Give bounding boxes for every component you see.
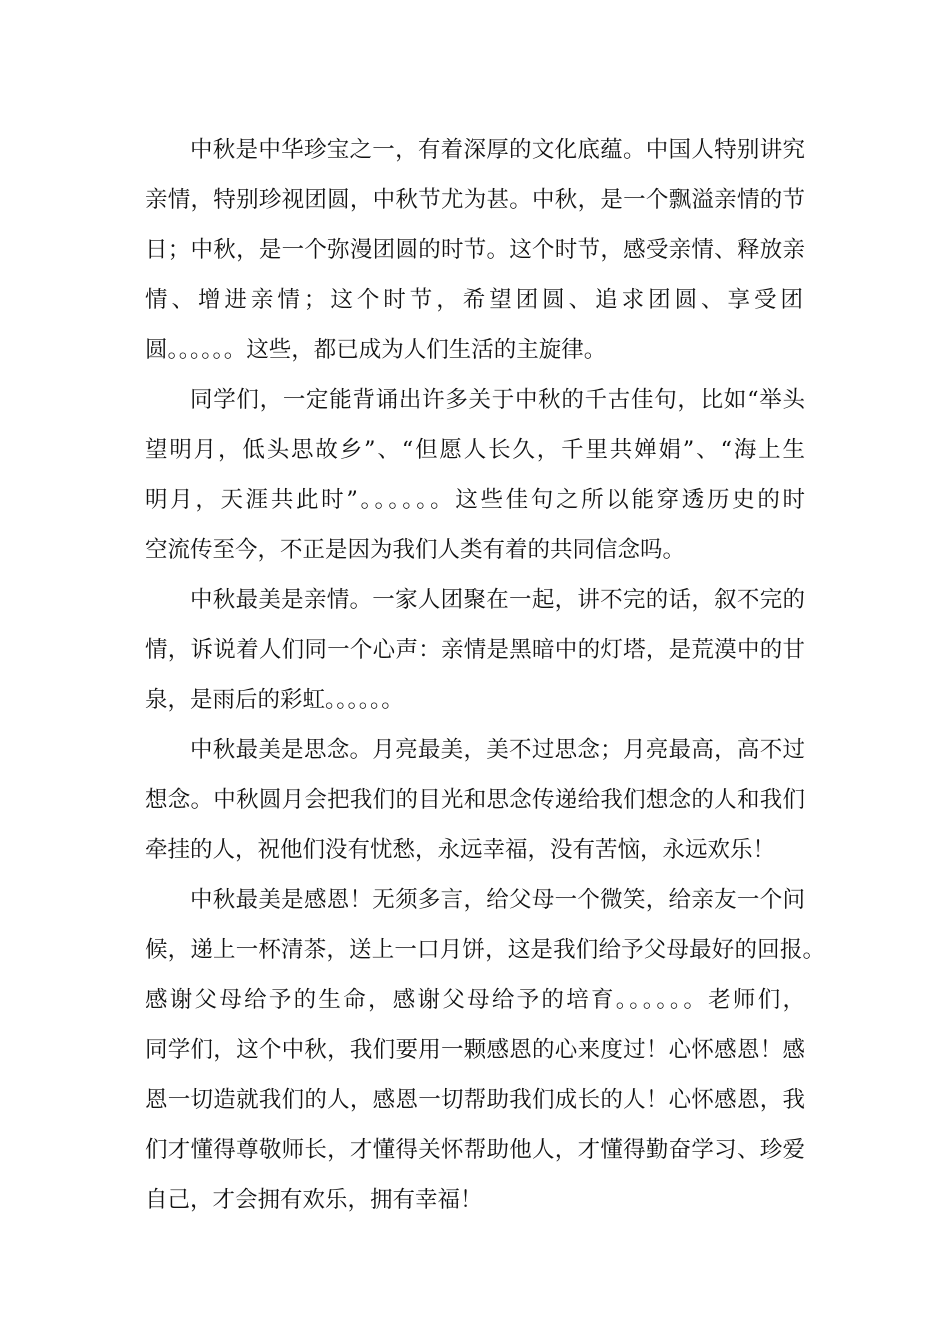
paragraph-5-line-5: 恩一切造就我们的人，感恩一切帮助我们成长的人！心怀感恩，我 bbox=[145, 1087, 805, 1113]
paragraph-1-line-1: 中秋是中华珍宝之一，有着深厚的文化底蕴。中国人特别讲究 bbox=[190, 137, 805, 163]
paragraph-1-line-5: 圆。。。。。。这些，都已成为人们生活的主旋律。 bbox=[145, 337, 607, 363]
paragraph-2-line-2: 望明月，低头思故乡”、“但愿人长久，千里共婵娟”、“海上生 bbox=[145, 437, 805, 463]
paragraph-3-line-1: 中秋最美是亲情。一家人团聚在一起，讲不完的话，叙不完的 bbox=[190, 587, 805, 613]
paragraph-4-line-2: 想念。中秋圆月会把我们的目光和思念传递给我们想念的人和我们 bbox=[145, 787, 805, 813]
paragraph-3-line-2: 情，诉说着人们同一个心声：亲情是黑暗中的灯塔，是荒漠中的甘 bbox=[145, 637, 805, 663]
paragraph-4-line-1: 中秋最美是思念。月亮最美，美不过思念；月亮最高，高不过 bbox=[190, 737, 805, 763]
paragraph-1-line-3: 日；中秋，是一个弥漫团圆的时节。这个时节，感受亲情、释放亲 bbox=[145, 237, 805, 263]
paragraph-2-line-1: 同学们，一定能背诵出许多关于中秋的千古佳句，比如“举头 bbox=[190, 387, 805, 413]
paragraph-5-line-6: 们才懂得尊敬师长，才懂得关怀帮助他人，才懂得勤奋学习、珍爱 bbox=[145, 1137, 805, 1163]
paragraph-5-line-2: 候，递上一杯清茶，送上一口月饼，这是我们给予父母最好的回报。 bbox=[145, 937, 825, 963]
paragraph-2-line-3: 明月，天涯共此时”。。。。。。这些佳句之所以能穿透历史的时 bbox=[145, 487, 805, 513]
paragraph-1-line-4: 情、增进亲情；这个时节，希望团圆、追求团圆、享受团 bbox=[145, 287, 805, 313]
paragraph-2-line-4: 空流传至今，不正是因为我们人类有着的共同信念吗。 bbox=[145, 537, 686, 563]
paragraph-5-line-3: 感谢父母给予的生命，感谢父母给予的培育。。。。。。老师们， bbox=[145, 987, 805, 1013]
paragraph-5-line-7: 自己，才会拥有欢乐，拥有幸福！ bbox=[145, 1187, 483, 1213]
paragraph-1-line-2: 亲情，特别珍视团圆，中秋节尤为甚。中秋，是一个飘溢亲情的节 bbox=[145, 187, 805, 213]
paragraph-4-line-3: 牵挂的人，祝他们没有忧愁，永远幸福，没有苦恼，永远欢乐！ bbox=[145, 837, 776, 863]
paragraph-5-line-1: 中秋最美是感恩！无须多言，给父母一个微笑，给亲友一个问 bbox=[190, 887, 805, 913]
paragraph-5-line-4: 同学们，这个中秋，我们要用一颗感恩的心来度过！心怀感恩！感 bbox=[145, 1037, 805, 1063]
paragraph-3-line-3: 泉，是雨后的彩虹。。。。。。 bbox=[145, 687, 404, 713]
